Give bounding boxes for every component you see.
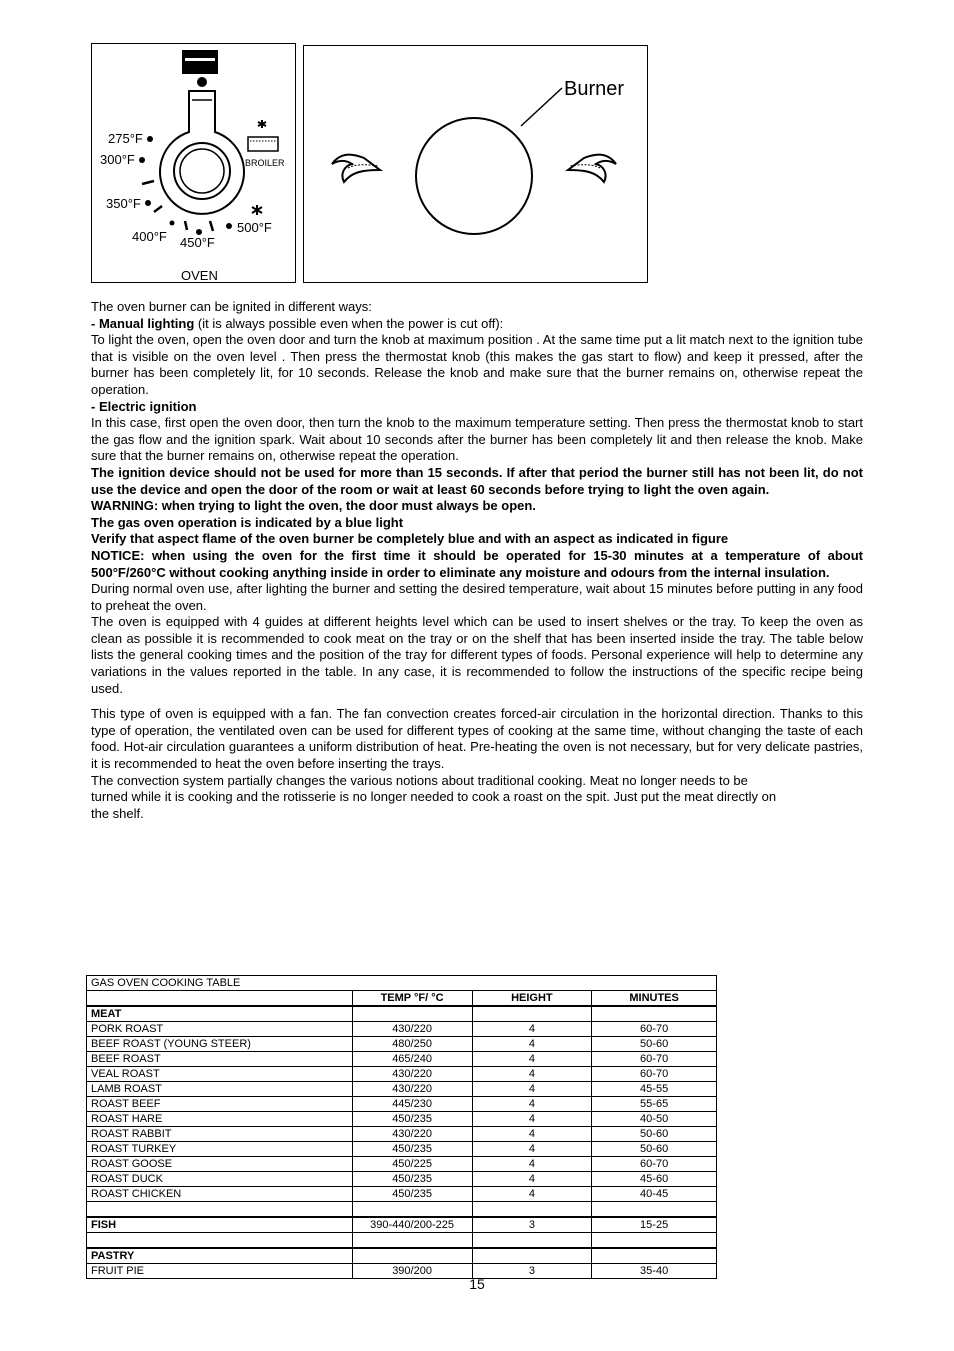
- burner-label: Burner: [564, 78, 625, 100]
- instructions-text: [91, 299, 863, 822]
- minutes-cell: 60-70: [592, 1022, 717, 1037]
- table-row: [87, 1052, 717, 1067]
- temp-cell: 430/220: [352, 1127, 472, 1142]
- temp-cell: [352, 1006, 472, 1022]
- table-row: [87, 1217, 717, 1233]
- table-row: [87, 1172, 717, 1187]
- minutes-cell: 40-45: [592, 1187, 717, 1202]
- food-cell: ROAST BEEF: [87, 1097, 353, 1112]
- food-cell: FRUIT PIE: [87, 1264, 353, 1279]
- table-row: [87, 1067, 717, 1082]
- height-cell: 4: [472, 1187, 592, 1202]
- temp-300-label: 300°F: [100, 152, 135, 167]
- max-temp-star-icon: [252, 205, 262, 215]
- table-header-row: [87, 991, 717, 1007]
- table-title: GAS OVEN COOKING TABLE: [87, 976, 717, 991]
- manual-lighting-suffix: (it is always possible even when the power is cut off):: [194, 315, 504, 331]
- height-cell: 4: [472, 1112, 592, 1127]
- burner-flame-diagram: [304, 46, 649, 284]
- food-cell: VEAL ROAST: [87, 1067, 353, 1082]
- height-cell: 4: [472, 1022, 592, 1037]
- food-cell: LAMB ROAST: [87, 1082, 353, 1097]
- verify-flame-note: Verify that aspect flame of the oven burner be completely blue and with an aspect as indicated in figure: [91, 531, 729, 547]
- temp-275-label: 275°F: [108, 131, 143, 146]
- minutes-cell: 15-25: [592, 1217, 717, 1233]
- food-cell: [87, 1202, 353, 1218]
- food-cell: ROAST TURKEY: [87, 1142, 353, 1157]
- minutes-cell: [592, 1202, 717, 1218]
- convection-line-1: The convection system partially changes the various notions about traditional cooking. Meat no longer needs to be: [91, 772, 748, 788]
- food-cell: FISH: [87, 1217, 353, 1233]
- ignition-warning: The ignition device should not be used for more than 15 seconds. If after that period the burner still has not been lit, do not use the device and open the door of the room or wait at least 60 seconds before trying to light the oven again.: [91, 464, 863, 497]
- temp-450-label: 450°F: [180, 235, 215, 250]
- food-cell: PORK ROAST: [87, 1022, 353, 1037]
- minutes-cell: 60-70: [592, 1052, 717, 1067]
- table-spacer-row: [87, 1233, 717, 1249]
- minutes-cell: 35-40: [592, 1264, 717, 1279]
- manual-lighting-line: [91, 316, 863, 333]
- height-cell: 4: [472, 1172, 592, 1187]
- height-cell: [472, 1006, 592, 1022]
- manual-lighting-heading: - Manual lighting: [91, 315, 195, 331]
- table-row: [87, 1082, 717, 1097]
- minutes-cell: 50-60: [592, 1127, 717, 1142]
- burner-leader-line: [521, 88, 562, 126]
- table-row: [87, 1037, 717, 1052]
- fan-paragraph: This type of oven is equipped with a fan. The fan convection creates forced-air circulation in the horizontal direction. Thanks to this type of operation, the ventilated oven can be used for different types of cooking at the same time, without changing the taste of each food. Hot-air circulation guarantees a uniform distribution of heat. Pre-heating the oven is not necessary, but for very delicate pastries, it is recommended to heat the oven before inserting the trays.: [91, 706, 863, 772]
- minutes-cell: 40-50: [592, 1112, 717, 1127]
- temp-350-label: 350°F: [106, 196, 141, 211]
- knob-inner-ring: [174, 143, 230, 199]
- header-cell: HEIGHT: [472, 991, 592, 1007]
- table-row: [87, 1112, 717, 1127]
- knob-outline: [160, 91, 244, 214]
- temp-cell: [352, 1233, 472, 1249]
- food-cell: MEAT: [87, 1006, 353, 1022]
- height-cell: 4: [472, 1127, 592, 1142]
- blue-light-note: The gas oven operation is indicated by a blue light: [91, 514, 404, 530]
- table-row: [87, 1127, 717, 1142]
- minutes-cell: 60-70: [592, 1067, 717, 1082]
- convection-line-3: the shelf.: [91, 805, 144, 821]
- temp-500-label: 500°F: [237, 220, 272, 235]
- height-cell: 4: [472, 1067, 592, 1082]
- electric-ignition-heading: - Electric ignition: [91, 398, 197, 414]
- temp-cell: 445/230: [352, 1097, 472, 1112]
- temp-cell: [352, 1248, 472, 1264]
- temp-cell: 450/225: [352, 1157, 472, 1172]
- temp-cell: 430/220: [352, 1082, 472, 1097]
- knob-marker-dot: [197, 77, 207, 87]
- food-cell: ROAST RABBIT: [87, 1127, 353, 1142]
- food-cell: BEEF ROAST: [87, 1052, 353, 1067]
- table-row: [87, 1142, 717, 1157]
- electric-ignition-body: In this case, first open the oven door, then turn the knob to the maximum temperature setting. Then press the thermostat knob to start the gas flow and the ignition spark. Wait about 10 seconds after the burner has been completely lit and then release the knob. Make sure that the burner remains on, otherwise repeat the operation.: [91, 415, 863, 464]
- table-row: [87, 1248, 717, 1264]
- temp-400-label: 400°F: [132, 229, 167, 244]
- table-row: [87, 1097, 717, 1112]
- minutes-cell: 50-60: [592, 1037, 717, 1052]
- header-cell: TEMP °F/ °C: [352, 991, 472, 1007]
- table-row: [87, 1022, 717, 1037]
- manual-lighting-body: To light the oven, open the oven door and turn the knob at maximum position . At the same time put a lit match next to the ignition tube that is visible on the oven level . Then press the thermostat knob (this makes the gas start to flow) and keep it pressed, after the burner has been completely lit, for 10 seconds. Release the knob and make sure that the burner remains on, otherwise repeat the operation.: [91, 332, 863, 397]
- oven-knob-figure: [91, 43, 296, 283]
- gas-oven-cooking-table: [86, 975, 717, 1279]
- height-cell: 4: [472, 1037, 592, 1052]
- food-cell: ROAST CHICKEN: [87, 1187, 353, 1202]
- header-cell: MINUTES: [592, 991, 717, 1007]
- burner-circle: [416, 118, 532, 234]
- intro-paragraph: The oven burner can be ignited in different ways:: [91, 299, 372, 314]
- door-warning: WARNING: when trying to light the oven, the door must always be open.: [91, 498, 536, 514]
- height-cell: 4: [472, 1142, 592, 1157]
- food-cell: BEEF ROAST (YOUNG STEER): [87, 1037, 353, 1052]
- minutes-cell: [592, 1233, 717, 1249]
- minutes-cell: 45-55: [592, 1082, 717, 1097]
- height-cell: 3: [472, 1217, 592, 1233]
- oven-label: OVEN: [181, 268, 218, 283]
- height-cell: 4: [472, 1082, 592, 1097]
- temp-cell: 465/240: [352, 1052, 472, 1067]
- temp-cell: 430/220: [352, 1067, 472, 1082]
- food-cell: ROAST DUCK: [87, 1172, 353, 1187]
- food-cell: [87, 1233, 353, 1249]
- height-cell: 4: [472, 1157, 592, 1172]
- normal-use-paragraph: During normal oven use, after lighting the burner and setting the desired temperature, wait about 15 minutes before putting in any food to preheat the oven.: [91, 581, 863, 613]
- burner-flame-figure: [303, 45, 648, 283]
- temp-cell: 450/235: [352, 1112, 472, 1127]
- oven-knob-diagram: [92, 44, 297, 284]
- header-cell: [87, 991, 353, 1007]
- food-cell: ROAST HARE: [87, 1112, 353, 1127]
- table-row: [87, 1006, 717, 1022]
- convection-line-2: turned while it is cooking and the rotisserie is no longer needed to cook a roast on the spit. Just put the meat directly on: [91, 789, 777, 805]
- temp-cell: 480/250: [352, 1037, 472, 1052]
- height-cell: 3: [472, 1264, 592, 1279]
- temp-cell: 390/200: [352, 1264, 472, 1279]
- food-cell: ROAST GOOSE: [87, 1157, 353, 1172]
- minutes-cell: 45-60: [592, 1172, 717, 1187]
- height-cell: [472, 1202, 592, 1218]
- height-cell: [472, 1248, 592, 1264]
- minutes-cell: [592, 1006, 717, 1022]
- minutes-cell: [592, 1248, 717, 1264]
- height-cell: [472, 1233, 592, 1249]
- right-flame-shape: [568, 155, 616, 182]
- table-row: [87, 1187, 717, 1202]
- minutes-cell: 55-65: [592, 1097, 717, 1112]
- temp-cell: 450/235: [352, 1172, 472, 1187]
- knob-indicator-block: [182, 50, 218, 74]
- broiler-icon: [248, 120, 278, 151]
- minutes-cell: 60-70: [592, 1157, 717, 1172]
- guides-paragraph: The oven is equipped with 4 guides at different heights level which can be used to insert shelves or the tray. To keep the oven as clean as possible it is recommended to cook meat on the tray or on the shelf that has been inserted inside the tray. The table below lists the general cooking times and the position of the tray for different types of foods. Personal experience will help to determine any variations in the values reported in the table. In any case, it is recommended to follow the instructions of the specific recipe being used.: [91, 614, 863, 696]
- page-number: 15: [469, 1276, 485, 1292]
- left-flame-shape: [332, 155, 380, 182]
- table-row: [87, 1157, 717, 1172]
- broiler-label: BROILER: [245, 158, 285, 168]
- temp-cell: 430/220: [352, 1022, 472, 1037]
- food-cell: PASTRY: [87, 1248, 353, 1264]
- minutes-cell: 50-60: [592, 1142, 717, 1157]
- first-use-notice: NOTICE: when using the oven for the first time it should be operated for 15-30 minutes at a temperature of about 500°F/260°C without cooking anything inside in order to eliminate any moisture and odours from the internal insulation.: [91, 547, 863, 580]
- temp-cell: 450/235: [352, 1142, 472, 1157]
- height-cell: 4: [472, 1052, 592, 1067]
- temp-cell: 390-440/200-225: [352, 1217, 472, 1233]
- table-spacer-row: [87, 1202, 717, 1218]
- height-cell: 4: [472, 1097, 592, 1112]
- temp-cell: 450/235: [352, 1187, 472, 1202]
- table-title-row: [87, 976, 717, 991]
- temp-cell: [352, 1202, 472, 1218]
